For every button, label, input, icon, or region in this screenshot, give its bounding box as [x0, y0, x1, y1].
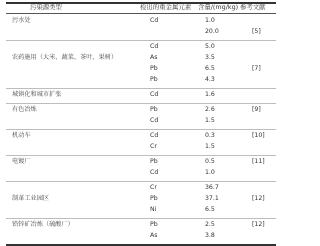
cell-heavy-metal: Cr	[150, 184, 157, 191]
row-source-type: 农药施用（大米、蔬菜、茶叶、果树）	[12, 54, 118, 61]
group-separator	[6, 218, 276, 219]
cell-content: 1.0	[205, 169, 215, 176]
cell-heavy-metal: Pb	[150, 65, 158, 72]
row-source-type: 有色冶炼	[12, 106, 37, 113]
header-reference: 参考文献	[240, 3, 266, 11]
cell-reference: [11]	[252, 158, 265, 165]
cell-heavy-metal: Pb	[150, 158, 158, 165]
cell-reference: [12]	[252, 195, 265, 202]
cell-content: 2.5	[205, 221, 215, 228]
header-bottom-rule	[6, 13, 276, 14]
cell-reference: [9]	[252, 106, 261, 113]
cell-reference: [12]	[252, 221, 265, 228]
cell-heavy-metal: As	[150, 232, 158, 239]
cell-heavy-metal: Ni	[150, 206, 157, 213]
cell-heavy-metal: Pb	[150, 106, 158, 113]
row-source-type: 电镀厂	[12, 158, 31, 165]
row-source-type: 铅锌矿冶炼（硫酸厂）	[12, 221, 74, 228]
cell-heavy-metal: Pb	[150, 76, 158, 83]
cell-heavy-metal: Cd	[150, 91, 159, 98]
row-source-type: 制革工业园区	[12, 195, 50, 202]
cell-content: 1.0	[205, 17, 215, 24]
cell-content: 5.0	[205, 43, 215, 50]
cell-heavy-metal: Pb	[150, 221, 158, 228]
cell-content: 3.5	[205, 54, 215, 61]
group-separator	[6, 155, 276, 156]
row-source-type: 城镇化和城市扩张	[12, 91, 62, 98]
group-separator	[6, 129, 276, 130]
row-source-type: 机动车	[12, 132, 31, 139]
cell-content: 1.5	[205, 143, 215, 150]
group-separator	[6, 181, 276, 182]
cell-reference: [10]	[252, 132, 265, 139]
header-source-type: 污染源类型	[30, 3, 62, 11]
cell-heavy-metal: Cd	[150, 169, 159, 176]
cell-heavy-metal: Cd	[150, 43, 159, 50]
cell-heavy-metal: As	[150, 54, 158, 61]
group-separator	[6, 40, 276, 41]
row-source-type: 污水处	[12, 17, 31, 24]
cell-content: 37.1	[205, 195, 219, 202]
cell-content: 0.5	[205, 158, 215, 165]
header-content: 含量/(mg/kg)	[198, 3, 239, 11]
cell-content: 20.0	[205, 28, 219, 35]
cell-heavy-metal: Cd	[150, 17, 159, 24]
group-separator	[6, 88, 276, 89]
cell-content: 36.7	[205, 184, 219, 191]
cell-heavy-metal: Cr	[150, 143, 157, 150]
cell-content: 1.6	[205, 91, 215, 98]
cell-content: 6.5	[205, 65, 215, 72]
cell-content: 6.5	[205, 206, 215, 213]
cell-heavy-metal: Cd	[150, 132, 159, 139]
cell-reference: [7]	[252, 65, 261, 72]
cell-content: 0.3	[205, 132, 215, 139]
cell-reference: [5]	[252, 28, 261, 35]
cell-content: 2.6	[205, 106, 215, 113]
header-heavy-metal: 检出的重金属元素	[140, 3, 192, 11]
cell-content: 3.8	[205, 232, 215, 239]
cell-heavy-metal: Cd	[150, 117, 159, 124]
cell-heavy-metal: Pb	[150, 195, 158, 202]
group-separator	[6, 103, 276, 104]
cell-content: 1.5	[205, 117, 215, 124]
cell-content: 4.3	[205, 76, 215, 83]
